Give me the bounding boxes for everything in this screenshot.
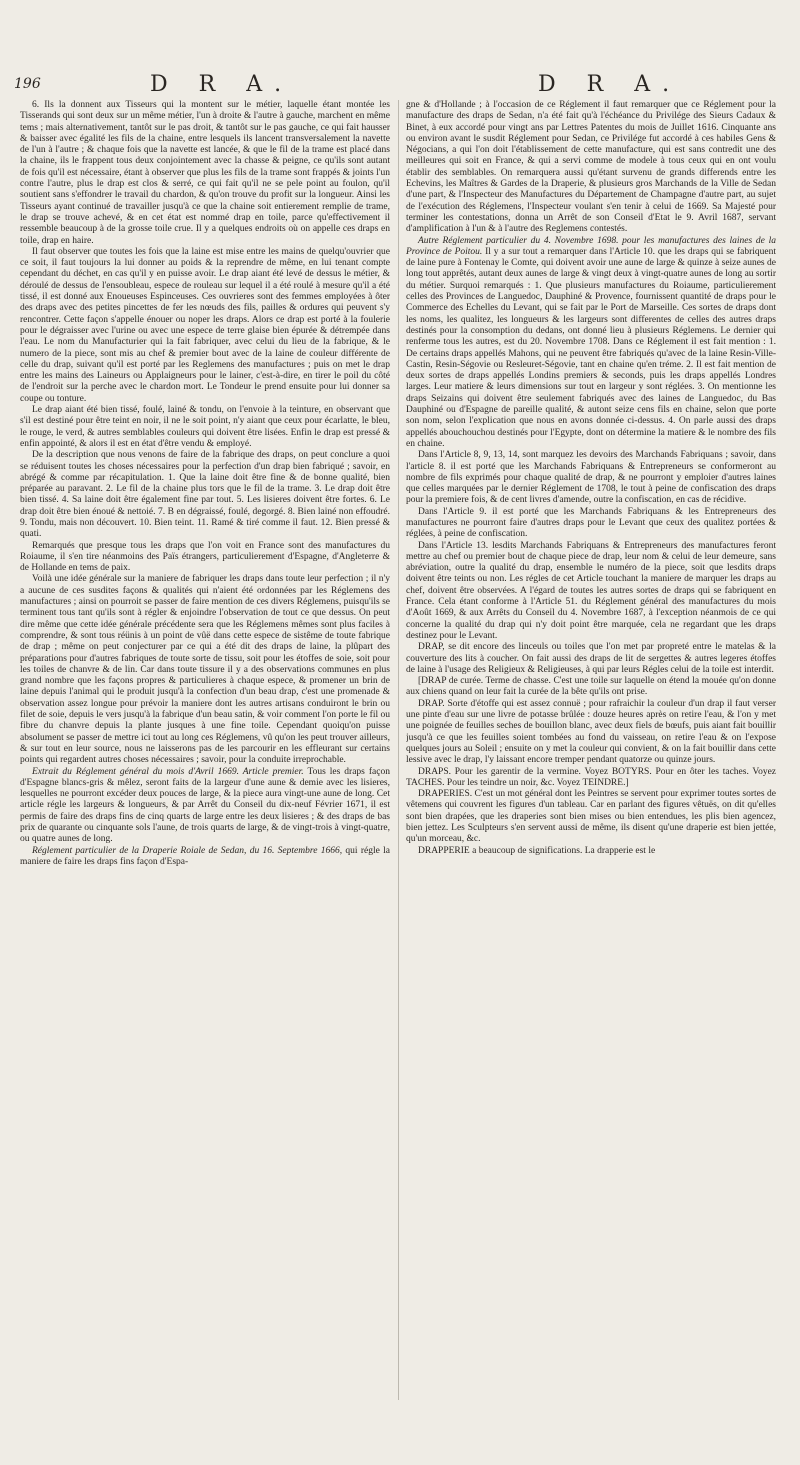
right-column — [406, 100, 776, 1455]
entry-draperies: DRAPERIES. C'est un mot général dont les Peintres se servent pour exprimer toutes sortes de vêtemens qui couvrent les figures d'un tableau. Car en parlant des figures vêtuës, on dit qu'elles sont bien drapées, que les draperies sont bien mises ou bien entendues, les plis bien agencez, bien jettez. Les Sculpteurs s'en servent aussi de même, ils disent qu'une draperie est bien jettée, qu'un morceau, &c. — [406, 789, 776, 845]
paragraph: Dans l'Article 13. lesdits Marchands Fabriquans & Entrepreneurs des manufactures feront mettre au chef ou premier bout de chaque piece de drap, leur nom & celui de leur demeure, sans abréviation, outre la qualité du drap, ensemble le numéro de la piece, soit que lesdits draps doivent être teints ou non. Les régles de cet Article touchant la maniere de marquer les draps au chef, doivent être observées. A l'égard de toutes les autres sortes de draps qui se fabriquent en France. Cela étant conforme à l'Article 51. du Réglement général des manufactures du mois d'Août 1669, & aux Arrêts du Conseil du 4. Novembre 1687, à l'exception néanmois de ce qui concerne la qualité du drap qui n'y doit point être marquée, cela ne regardant que les draps destinez pour le Levant. — [406, 540, 776, 641]
paragraph — [20, 767, 390, 846]
paragraph: De la description que nous venons de faire de la fabrique des draps, on peut conclure a quoi se réduisent toutes les choses nécessaires pour la perfection d'un drap bien fabriqué ; savoir, en abrégé & comme par récapitulation. 1. Que la laine doit être fine & de bonne qualité, bien préparée au paravant. 2. Le fil de la chaine plus tors que le fil de la trame. 3. Le drap doit être bien tissé. 4. Sa laine doit être également fine par tout. 5. Les lisieres doivent être fortes. 6. Le drap doit être bien énoué & nettoié. 7. B en dégraissé, foulé, degorgé. 8. Bien lainé non effoudré. 9. Tondu, mais non découvert. 10. Bien teint. 11. Ramé & tiré comme il faut. 12. Bien pressé & quati. — [20, 450, 390, 540]
paragraph: Remarqués que presque tous les draps que l'on voit en France sont des manufactures du Roiaume, il s'en tire néanmoins des Païs étrangers, particulierement d'Espagne, d'Angleterre & de Hollande en tems de paix. — [20, 540, 390, 574]
paragraph: Il faut observer que toutes les fois que la laine est mise entre les mains de quelqu'ouvrier que ce soit, il faut toujours la lui donner au poids & la reprendre de même, en lui tenant compte cependant du déchet, en cas qu'il y en puisse avoir. Le drap aiant été levé de dessus le métier, & déroulé de dessus de l'ensoubleau, espece de rouleau sur lequel il a été roulé à mesure qu'il a été tissé, il est donné aux Enoueuses Espinceuses. Ces ouvrieres sont des femmes employées à ôter des draps avec des petites pincettes de fer les nœuds des fils, pailles & ordures qui peuvent s'y rencontrer. Cette façon s'appelle énouer ou noper les draps. Alors ce drap est porté à la foulerie pour le dégraisser avec l'urine ou avec une espece de terre glaise bien épurée & détrempée dans l'eau. Le nom du Manufacturier qui la fait fabriquer, avec celui du lieu de la fabrique, & le numero de la piece, sont mis au chef & premier bout avec de la laine de couleur différente de celle du drap, suivant qu'il est porté par les Reglemens des manufactures ; puis on met le drap entre les mains des Laineurs ou Applaigneurs pour le lainer, c'est-à-dire, en tirer le poil du côté de l'endroit sur la perche avec le chardon mort. Le Tondeur le prend ensuite pour lui donner sa coupe ou tonture. — [20, 246, 390, 404]
paragraph-text: Tous les draps façon d'Espagne blancs-gris & mêlez, seront faits de la largeur d'une aune & demie avec les lisieres, lesquelles ne pourront excéder deux pouces de large, & la piece aura vingt-une aune de long. Cet article régle les largeurs & longueurs, & par Arrêt du Conseil du dix-neuf Février 1671, il est permis de faire des draps fins de cinq quarts de large entre les deux lisieres ; & des draps de bas prix de quarante ou cinquante sols l'aune, de trois quarts de large, & de vingt-trois à vingt-quatre, ou quatre aunes de long. — [20, 766, 390, 845]
paragraph: Voilà une idée générale sur la maniere de fabriquer les draps dans toute leur perfection ; il n'y a aucune de ces susdites façons & qualités qui n'aient été ordonnées par les Réglemens des manufactures ; ainsi on pourroit se passer de faire mention de ces divers Réglemens, puisqu'ils se terminent tous tant qu'ils sont à régler & enjoindre l'observation de tout ce que dessus. On peut dire même que cette idée générale précédente sera que les Réglemens mêmes sont plus faciles à comprendre, & sont tous réünis à un point de vûë dans cette espece de sistême de toute fabrique de drap ; même on peut conjecturer par ce qui a été dit des draps de laine, la plûpart des préparations pour d'autres fabriques de toute sorte de tissu, soit pour les étoffes de soie, soit pour les toiles de chanvre & de lin. Car dans toute tissure il y a des observations communes en plus grand nombre que les façons propres & particulieres à chaque espece, & promener un brin de laine depuis l'animal qui le produit jusqu'à la confection d'un beau drap, c'est une promenade & observation assez longue pour prévoir la maniere dont les autres artisans conduiront le brin ou filet de soie, depuis le vers jusqu'à la fabrique d'un beau satin, & voir comment l'on porte le fil ou fibre du chanvre depuis la plante jusques à une fine toile. Cependant quoiqu'on puisse absolument se passer de mettre ici tout au long ces Réglemens, vû qu'on les peut trouver ailleurs, & sur tout en leur source, nous ne laisserons pas de les parcourir en les effleurant sur certains points qui regardent autres choses nécessaires ; savoir, pour la conduite irreprochable. — [20, 574, 390, 766]
running-head-left: D R A. — [150, 72, 294, 97]
section-title: Autre Réglement particulier du 4. Novembre 1698. pour les manufactures des laines de la Province de Poitou. — [406, 235, 776, 257]
paragraph-text: Il y a sur tout a remarquer dans l'Article 10. que les draps qui se fabriquent de laine pure à Fontenay le Comte, qui doivent avoir une aune de large & quinze à seize aunes de long tout apprêtés, autant deux aunes de large & vingt deux à vingt-quatre aunes de long au sortir du métier. Surquoi remarqués : 1. Que plusieurs manufactures du Roiaume, particulierement celles des Provinces de Languedoc, Dauphiné & Provence, fournissent quantité de draps pour le Commerce des Echelles du Levant, qui se fait par le Port de Marseille. Ces sortes de draps dont les noms, les qualitez, les longueurs & les largeurs sont differentes de celles des autres draps destinés pour la consomption du dedans, ont donné lieu à plusieurs Réglemens. Le dernier qui renferme tous les autres, est du 20. Novembre 1708. Dans ce Réglement il est fait mention : 1. De certains draps appellés Mahons, qui ne peuvent être fabriqués qu'avec de la laine Resin-Ville-Castin, Resin-Ségovie ou Resleuret-Ségovie, tant en chaine qu'en tréme. 2. Il est fait mention de deux sortes de draps appellés Londins premiers & seconds, puis les draps appellés Londres larges. Leur matiere & leurs dimensions sur tout en largeur y sont réglées. 3. On mentionne les draps Seizains qui doivent être seulement fabriqués avec des laines de Languedoc, du Bas Dauphiné ou d'Espagne de pareille qualité, & autont seize cens fils en chaine, selon que porte son nom, selon l'explication que nous en avons donnée ci-dessus. 4. On parle aussi des draps appellés abouchouchou destinés pour l'Egypte, dont on détermine la matiere & le nombre des fils en chaine. — [406, 246, 776, 449]
page-header — [0, 68, 800, 98]
column-divider — [398, 100, 399, 1400]
paragraph: Dans l'Article 9. il est porté que les Marchands Fabriquans & les Entrepreneurs des manufactures ne pourront faire d'autres draps pour le Levant que ceux des qualitez portées & réglées, à peine de confiscation. — [406, 506, 776, 540]
entry-drap-de-curee: [DRAP de curée. Terme de chasse. C'est une toile sur laquelle on étend la mouée qu'on donne aux chiens quand on leur fait la curée de la bête qu'ils ont prise. — [406, 676, 776, 698]
paragraph — [20, 846, 390, 869]
paragraph: Dans l'Article 8, 9, 13, 14, sont marquez les devoirs des Marchands Fabriquans ; savoir, dans l'article 8. il est porté que les Marchands Fabriquans & Entrepreneurs se conformeront au nombre de fils exprimés pour chaque qualité de drap, & ne pourront y emploier d'autres laines que celles marquées par le dernier Réglement de 1708, le tout à peine de confiscation des draps pour la premiere fois, & de cent livres d'amende, outre la confiscation, en cas de récidive. — [406, 450, 776, 506]
section-title: Extrait du Réglement général du mois d'Avril 1669. Article premier. — [32, 766, 304, 777]
paragraph: Le drap aiant été bien tissé, foulé, lainé & tondu, on l'envoie à la teinture, en observant que s'il est destiné pour être teint en noir, il ne le soit point, n'y aiant que ceux pour écarlatte, le bleu, le rouge, le verd, & autres semblables couleurs qui doivent être lisées. Enfin le drap est pressé & enfin appointé, & alors il est en état d'être vendu & employé. — [20, 405, 390, 449]
paragraph — [406, 236, 776, 451]
paragraph-text: qui régle la maniere de faire les draps fins façon d'Espa- — [20, 845, 390, 867]
entry-drapperie: DRAPPERIE a beaucoup de significations. La drapperie est le — [418, 845, 656, 856]
left-column — [20, 100, 390, 1455]
entry-drap: DRAP, se dit encore des linceuls ou toiles que l'on met par propreté entre le matelas & la couverture des lits à coucher. On fait aussi des draps de lit de sergettes & autres legeres étoffes de laine à l'usage des Religieux & Religieuses, à qui par leurs Régles celui de la toile est interdit. — [406, 642, 776, 675]
entry-drap-couleur: DRAP. Sorte d'étoffe qui est assez connuë ; pour rafraichir la couleur d'un drap il faut verser une pinte d'eau sur une livre de potasse brûlée : douze heures après on retire l'eau, & l'on y met une poignée de feuilles seches de bouillon blanc, avec deux fiels de bœufs, puis aiant fait bouillir jusqu'à ce que les feuilles soient tombées au fond du vaisseau, on retire l'eau & on l'expose quelques jours au Soleil ; ensuite on y met la couleur qui convient, & on la fait bouillir dans cette lessive avec le drap, l'y laissant encore tremper pendant quatorze ou quinze jours. — [406, 698, 776, 766]
running-head-right: D R A. — [538, 72, 682, 97]
section-title: Réglement particulier de la Draperie Roiale de Sedan, du 16. Septembre 1666, — [32, 845, 343, 856]
entry-draps: DRAPS. Pour les garentir de la vermine. Voyez BOTYRS. Pour en ôter les taches. Voyez TACHES. Pour les teindre un noir, &c. Voyez TEINDRE.] — [406, 766, 776, 788]
paragraph: gne & d'Hollande ; à l'occasion de ce Réglement il faut remarquer que ce Réglement pour la manufacture des draps de Sedan, n'a été fait qu'à l'échéance du Privilége des Sieurs Cadaux & Binet, à eux accordé pour vingt ans par Lettres Patentes du mois de Juillet 1616. Cinquante ans ou environ avant le susdit Réglement pour Sedan, ce Privilége fut accordé à ces habiles Gens & Négocians, a qui l'on doit l'établissement de cette manufacture, qui est sans contredit une des meilleures qui soit en France, & qui a servi comme de modele à tous ceux qui en ont voulu établir des semblables. On remarquera aussi qu'étant survenu de grands differends entre les Echevins, les Maîtres & Gardes de la Draperie, & plusieurs gros Marchands de la Ville de Sedan d'une part, & l'Inspecteur des Manufactures du Département de Champagne d'autre part, au sujet de l'exécution des Réglemens, l'Inspecteur voulant s'en tenir à celui de 1669. Sa Majesté pour terminer les contestations, donna un Arrêt de son Conseil d'Etat le 9. Avril 1687, servant d'amplification à l'un & à l'autre des Reglemens contestés. — [406, 100, 776, 235]
page-number: 196 — [14, 76, 41, 92]
paragraph: 6. Ils la donnent aux Tisseurs qui la montent sur le métier, laquelle étant montée les Tisserands qui sont deux sur un même métier, l'un à droite & l'autre à gauche, marchent en même tems ; mais alternativement, tantôt sur le pas droit, & tantôt sur le pas gauche, ce qui fait hausser & baisser avec égalité les fils de la chaine, entre lesquels ils lancent transversalement la navette de l'un à l'autre ; & chaque fois que la navette est lancée, & que le fil de la trame est placé dans la chaine, ils le frappent tous deux conjointement avec la chasse & peigne, ce qu'ils sont autant de fois qu'il est nécessaire, étant à observer que plus les fils de la trame sont frappés & joints l'un contre l'autre, plus le drap est clos & serré, ce qui fait qu'il ne se pele point au foulon, qu'il soutient sans s'effondrer le travail du chardon, & qu'on trouve du profit sur la longueur. Ainsi les Tisseurs ayant continué de travailler jusqu'à ce que la chaine soit entierement remplie de trame, le drap se trouve achevé, & en cet état est nommé drap en toile, parce qu'effectivement il ressemble beaucoup à de la grosse toile crue. Il y a quelques endroits où on appelle ces draps en toile, drap en haire. — [20, 100, 390, 246]
